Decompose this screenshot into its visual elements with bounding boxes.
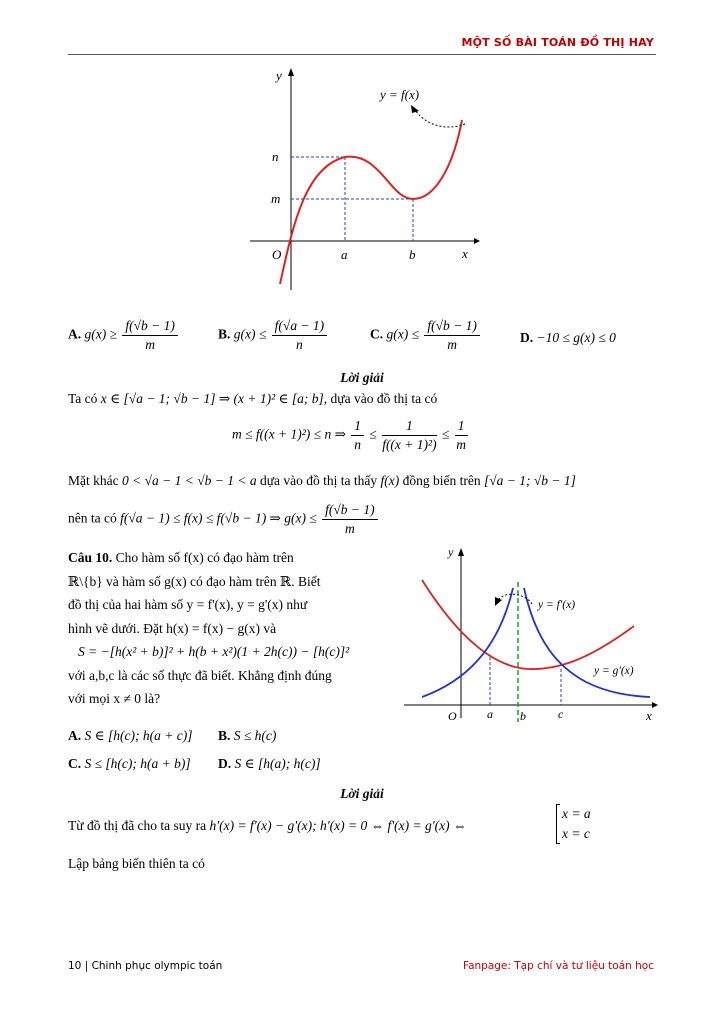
curve-f-prime-left [422, 588, 513, 697]
curve-label-arrowhead [411, 105, 419, 113]
option-letter: C. [370, 326, 384, 342]
q9-option-c[interactable] [370, 318, 482, 353]
solution1-line3: Mặt khác 0 < √a − 1 < √b − 1 < a dựa vào đồ thị ta thấy f(x) đồng biến trên [√a − 1; √b − 1] [68, 473, 576, 488]
option-letter: A. [68, 326, 82, 342]
a-label: a [341, 247, 348, 262]
solution1-line1: Ta có x ∈ [√a − 1; √b − 1] ⇒ (x + 1)² ∈ [a; b], dựa vào đồ thị ta có [68, 391, 438, 406]
x-axis-label: x [646, 708, 652, 723]
y-axis-arrow [288, 68, 294, 76]
header-rule [68, 54, 656, 55]
footer-fanpage: Fanpage: Tạp chí và tư liệu toán học [463, 960, 654, 972]
a-label: a [487, 707, 493, 721]
q10-option-a[interactable]: A. S ∈ [h(c); h(a + c)] [68, 728, 193, 743]
option-lhs: g(x) ≤ [233, 326, 267, 342]
q10-option-b[interactable]: B. S ≤ h(c) [218, 728, 277, 743]
solution2-cases: x = a x = c [556, 804, 591, 844]
curve-f [280, 120, 462, 284]
option-letter: B. [218, 326, 231, 342]
q10-option-d[interactable]: D. S ∈ [h(a); h(c)] [218, 756, 321, 771]
origin-label: O [272, 247, 282, 262]
x-axis-arrow [652, 702, 658, 708]
y-axis-label: y [448, 545, 454, 559]
b-label: b [520, 709, 526, 723]
question10-text: Câu 10. Cho hàm số f(x) có đạo hàm trên ℝ\{b} và hàm số g(x) có đạo hàm trên ℝ. Biết đồ thị của hai hàm số y = f'(x), y = g'(x) như hình vẽ dưới. Đặt h(x) = f(x) − g(x) và S = −[h(x² + b)]² + h(b + x²)(1 + 2h(c)) − [h(c)]² với a,b,c là các số thực đã biết. Khẳng định đúng với mọi x ≠ 0 là? [68, 550, 350, 706]
y-axis-label: y [276, 68, 282, 83]
option-fraction: $\frac{f(√a - 1)}{n}$ [272, 318, 328, 353]
option-letter: D. [520, 330, 534, 345]
c-label: c [558, 707, 564, 721]
solution1-line4: nên ta có f(√a − 1) ≤ f(x) ≤ f(√b − 1) ⇒ g(x) ≤ $\frac{f(√b - 1)}{m}$ [68, 502, 380, 537]
f-prime-label: y = f'(x) [538, 599, 576, 611]
q9-option-a[interactable] [68, 318, 180, 353]
footer-page-info: 10 | Chinh phục olympic toán [68, 960, 223, 972]
g-prime-label: y = g'(x) [594, 665, 634, 677]
m-label: m [271, 191, 281, 206]
curve-g-prime [422, 580, 634, 669]
b-label: b [409, 247, 416, 262]
y-axis-arrow [458, 548, 464, 556]
curve-label-arrow [415, 110, 465, 127]
solution2-line2: Lập bảng biến thiên ta có [68, 856, 205, 871]
q9-option-b[interactable] [218, 318, 329, 353]
running-header-title: MỘT SỐ BÀI TOÁN ĐỒ THỊ HAY [461, 36, 654, 49]
n-label: n [272, 149, 279, 164]
option-lhs: g(x) ≤ [386, 326, 420, 342]
x-axis-arrow [474, 238, 480, 244]
solution2-heading: Lời giải [340, 786, 384, 801]
option-fraction: $\frac{f(√b - 1)}{m}$ [424, 318, 480, 353]
option-fraction: $\frac{f(√b - 1)}{m}$ [122, 318, 178, 353]
graph-f [240, 62, 490, 294]
f-prime-label-arrowhead [495, 597, 502, 606]
option-lhs: g(x) ≥ [84, 326, 118, 342]
q10-option-c[interactable]: C. S ≤ [h(c); h(a + b)] [68, 756, 191, 771]
solution-heading: Lời giải [340, 370, 384, 385]
solution1-line2: m ≤ f((x + 1)²) ≤ n ⇒ $\frac{1}{n}$ ≤ $\frac{1}{\text{f((x + 1)²)}}$ ≤ $\frac{1}{m}$ [232, 418, 466, 452]
x-axis-label: x [462, 246, 468, 261]
option-text: −10 ≤ g(x) ≤ 0 [536, 330, 616, 345]
solution2-line1: Từ đồ thị đã cho ta suy ra h'(x) = f'(x) − g'(x); h'(x) = 0 ⇔ f'(x) = g'(x) ⇔ [68, 818, 467, 833]
curve-label: y = f(x) [380, 87, 420, 102]
origin-label: O [448, 709, 457, 723]
q9-option-d[interactable] [520, 330, 616, 346]
graph-derivatives [398, 542, 664, 732]
